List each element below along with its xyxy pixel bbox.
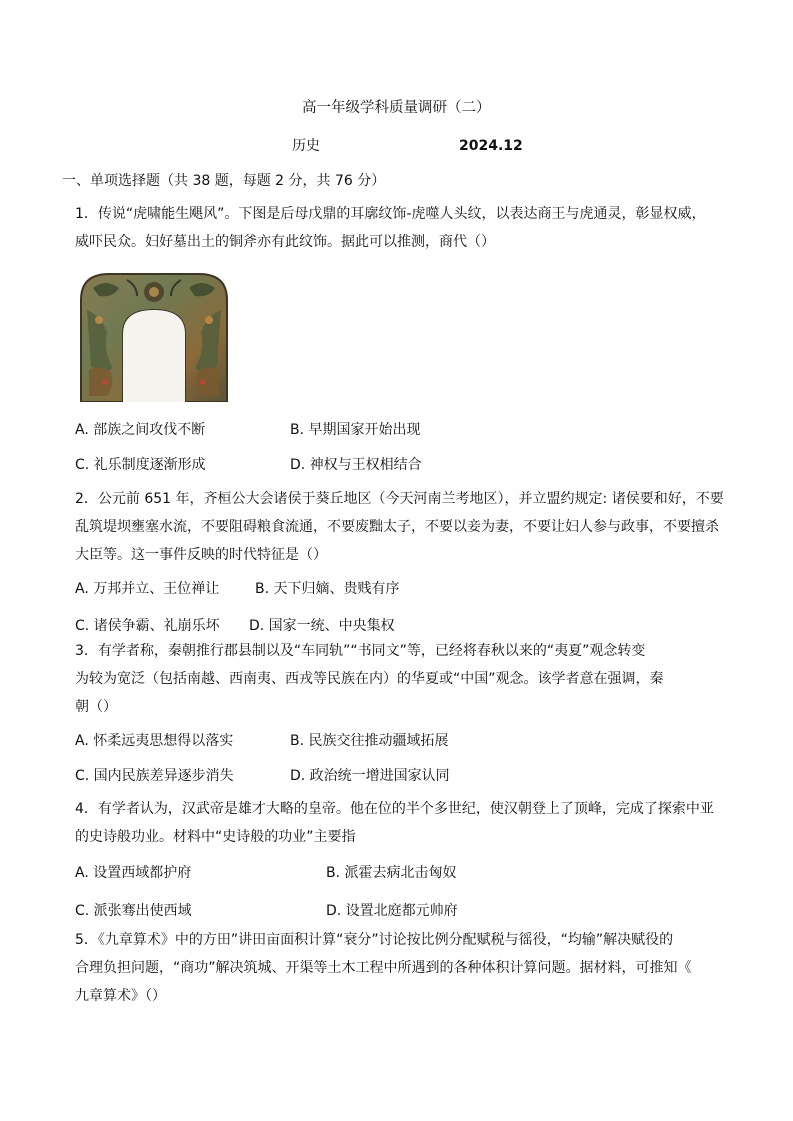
question-3-line: 3．有学者称，秦朝推行郡县制以及“车同轨”“书同文”等，已经将春秋以来的“夷夏”观念转变 [75,643,646,659]
question-1-option-d: D. 神权与王权相结合 [290,457,422,473]
question-2-option-b: B. 天下归嫡、贵贱有序 [255,581,400,597]
question-4-option-b: B. 派霍去病北击匈奴 [326,865,457,881]
question-3-line: 为较为宽泛（包括南越、西南夷、西戎等民族在内）的华夏或“中国”观念。该学者意在强调，秦 [75,671,664,687]
question-4-option-d: D. 设置北庭都元帅府 [326,903,458,919]
question-3-option-a: A. 怀柔远夷思想得以落实 [75,733,234,749]
question-1-option-c: C. 礼乐制度逐渐形成 [75,457,206,473]
page-title: 高一年级学科质量调研（二） [302,100,491,116]
question-3-option-d: D. 政治统一增进国家认同 [290,768,450,784]
question-2-line: 乱筑堤坝壅塞水流，不要阻碍粮食流通，不要废黜太子，不要以妾为妻，不要让妇人参与政事，不要擅杀 [75,519,719,535]
question-3-line: 朝（） [75,699,117,715]
question-3-option-c: C. 国内民族差异逐步消失 [75,768,234,784]
exam-date: 2024.12 [459,138,523,154]
question-5-line: 5．《九章算术》中的方田”讲田亩面积计算“衰分”讨论按比例分配赋税与徭役，“均输”解决赋役的 [75,932,674,948]
bronze-artifact-image [75,270,233,402]
question-4-option-c: C. 派张骞出使西域 [75,903,192,919]
question-4-stem [75,795,725,851]
question-4-option-a: A. 设置西域都护府 [75,865,192,881]
question-4-line: 的史诗般功业。材料中“史诗般的功业”主要指 [75,829,356,845]
subject-label: 历史 [292,138,320,154]
question-2-stem [75,485,725,569]
question-2-option-c: C. 诸侯争霸、礼崩乐坏 [75,618,220,634]
question-1-option-b: B. 早期国家开始出现 [290,422,421,438]
question-2-line: 大臣等。这一事件反映的时代特征是（） [75,547,327,563]
question-1-line: 威吓民众。妇好墓出土的铜斧亦有此纹饰。据此可以推测，商代（） [75,234,495,250]
question-5-line: 九章算术》（） [75,988,166,1004]
question-3-stem [75,637,725,721]
question-5-line: 合理负担问题，“商功”解决筑城、开渠等土木工程中所遇到的各种体积计算问题。据材料，可推知《 [75,960,692,976]
question-4-line: 4．有学者认为，汉武帝是雄才大略的皇帝。他在位的半个多世纪，使汉朝登上了顶峰，完成了探索中亚 [75,801,714,817]
section-heading: 一、单项选择题（共 38 题，每题 2 分，共 76 分） [62,173,386,189]
question-2-line: 2．公元前 651 年，齐桓公大会诸侯于葵丘地区（今天河南兰考地区），并立盟约规定: 诸侯要和好，不要 [75,491,724,507]
question-1-line: 1．传说“虎啸能生飓风”。下图是后母戊鼎的耳廓纹饰-虎噬人头纹，以表达商王与虎通灵，彰显权威， [75,206,706,222]
question-1-option-a: A. 部族之间攻伐不断 [75,422,206,438]
question-3-option-b: B. 民族交往推动疆域拓展 [290,733,449,749]
question-2-option-d: D. 国家一统、中央集权 [249,618,395,634]
question-1-stem [75,200,725,256]
question-5-stem [75,926,725,1010]
question-2-option-a: A. 万邦并立、王位禅让 [75,581,220,597]
